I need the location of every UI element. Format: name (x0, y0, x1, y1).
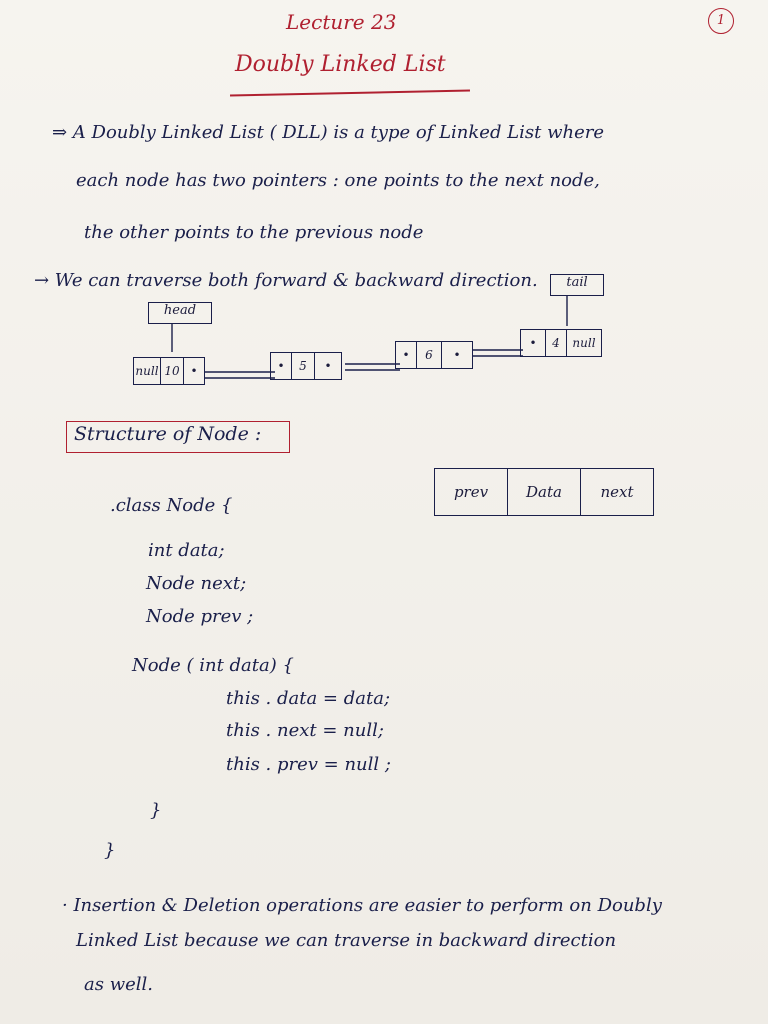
topic-heading: Doubly Linked List (235, 52, 446, 77)
node4-prev: • (520, 329, 546, 357)
definition-line-1: ⇒ A Doubly Linked List ( DLL) is a type of Linked List where (52, 122, 604, 143)
code-line-3: Node next; (146, 573, 247, 594)
code-line-7: this . next = null; (226, 720, 384, 741)
code-line-8: this . prev = null ; (226, 754, 391, 775)
bullet-line-1: · Insertion & Deletion operations are easier to perform on Doubly (62, 895, 662, 916)
node-layout-next: next (600, 483, 634, 501)
node1-data: 10 (160, 357, 184, 385)
node4-data: 4 (545, 329, 567, 357)
bullet-line-2: Linked List because we can traverse in backward direction (76, 930, 617, 951)
node-layout-table (434, 468, 654, 516)
node2-next: • (314, 352, 342, 380)
definition-line-3: the other points to the previous node (84, 222, 424, 243)
definition-line-2: each node has two pointers : one points to the next node, (76, 170, 600, 191)
tail-label: tail (550, 274, 604, 296)
bullet-line-3: as well. (84, 974, 153, 995)
structure-label: Structure of Node : (74, 423, 262, 445)
lecture-title: Lecture 23 (286, 10, 397, 34)
code-line-5: Node ( int data) { (132, 655, 294, 676)
node4-next: null (566, 329, 602, 357)
page-number: 1 (708, 8, 734, 34)
code-line-10: } (104, 840, 116, 861)
node2-prev: • (270, 352, 292, 380)
code-line-9: } (150, 800, 162, 821)
node-layout-data: Data (508, 469, 581, 515)
traverse-note: → We can traverse both forward & backward direction. (34, 270, 538, 291)
node2-data: 5 (291, 352, 315, 380)
node-layout-prev: prev (435, 469, 508, 515)
linked-list-arrows (0, 0, 768, 420)
code-line-6: this . data = data; (226, 688, 391, 709)
node3-next: • (441, 341, 473, 369)
node1-prev: null (133, 357, 161, 385)
code-line-4: Node prev ; (146, 606, 254, 627)
code-line-2: int data; (148, 540, 225, 561)
head-label: head (148, 302, 212, 324)
node3-data: 6 (416, 341, 442, 369)
node1-next: • (183, 357, 205, 385)
node3-prev: • (395, 341, 417, 369)
code-line-1: .class Node { (110, 495, 233, 516)
